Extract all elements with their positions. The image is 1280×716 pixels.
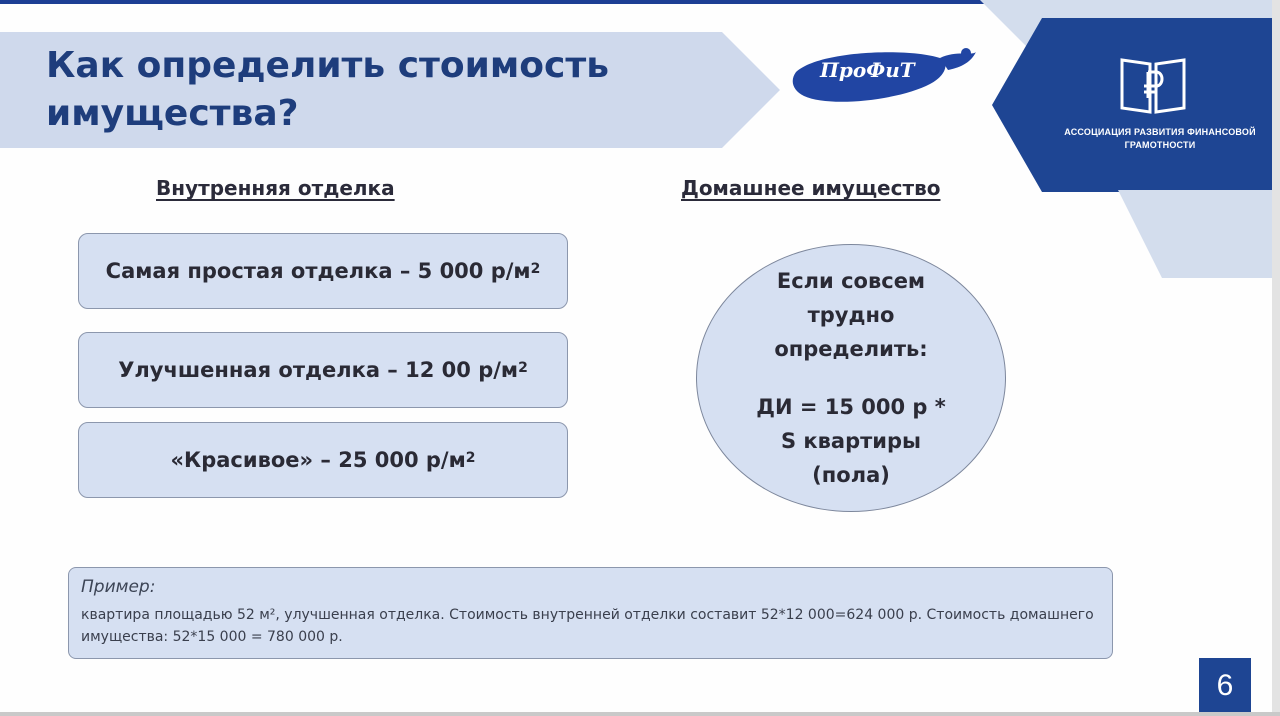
circle-line: трудно bbox=[807, 303, 895, 327]
association-name: АССОЦИАЦИЯ РАЗВИТИЯ ФИНАНСОВОЙ ГРАМОТНОСТИ bbox=[1064, 127, 1256, 150]
example-text: квартира площадью 52 м², улучшенная отделка. Стоимость внутренней отделки составит 52*12 000=624 000 р. Стоимость домашнего имущества: 52*15 000 = 780 000 р. bbox=[81, 607, 1094, 645]
superscript: 2 bbox=[518, 360, 528, 376]
logo-text: ПроФиТ bbox=[820, 58, 915, 82]
circle-line: Если совсем bbox=[776, 269, 926, 293]
formula-line: ДИ = 15 000 р * bbox=[756, 395, 946, 419]
finish-option-label: Самая простая отделка – 5 000 р/м bbox=[105, 259, 531, 283]
circle-line: определить: bbox=[774, 337, 928, 361]
finish-option-beautiful bbox=[78, 422, 568, 498]
household-formula-circle bbox=[696, 244, 1006, 512]
household-heading: Домашнее имущество bbox=[681, 176, 941, 200]
superscript: 2 bbox=[530, 261, 541, 277]
superscript: 2 bbox=[465, 450, 476, 466]
decor-shape bbox=[1118, 190, 1280, 278]
page-number: 6 bbox=[1199, 658, 1251, 714]
finish-option-label: «Красивое» – 25 000 р/м bbox=[170, 448, 466, 472]
example-box bbox=[68, 567, 1113, 659]
formula-line: (пола) bbox=[812, 463, 890, 487]
finish-option-simple bbox=[78, 233, 568, 309]
window-edge bbox=[1272, 0, 1280, 716]
book-ruble-icon bbox=[1118, 54, 1188, 116]
finish-option-label: Улучшенная отделка – 12 00 р/м bbox=[118, 358, 519, 382]
page-title: Как определить стоимость имущества? bbox=[46, 45, 610, 134]
example-title: Пример: bbox=[81, 577, 156, 597]
window-edge bbox=[0, 712, 1280, 716]
interior-heading: Внутренняя отделка bbox=[156, 176, 395, 200]
formula-line: S квартиры bbox=[780, 429, 922, 453]
finish-option-improved bbox=[78, 332, 568, 408]
